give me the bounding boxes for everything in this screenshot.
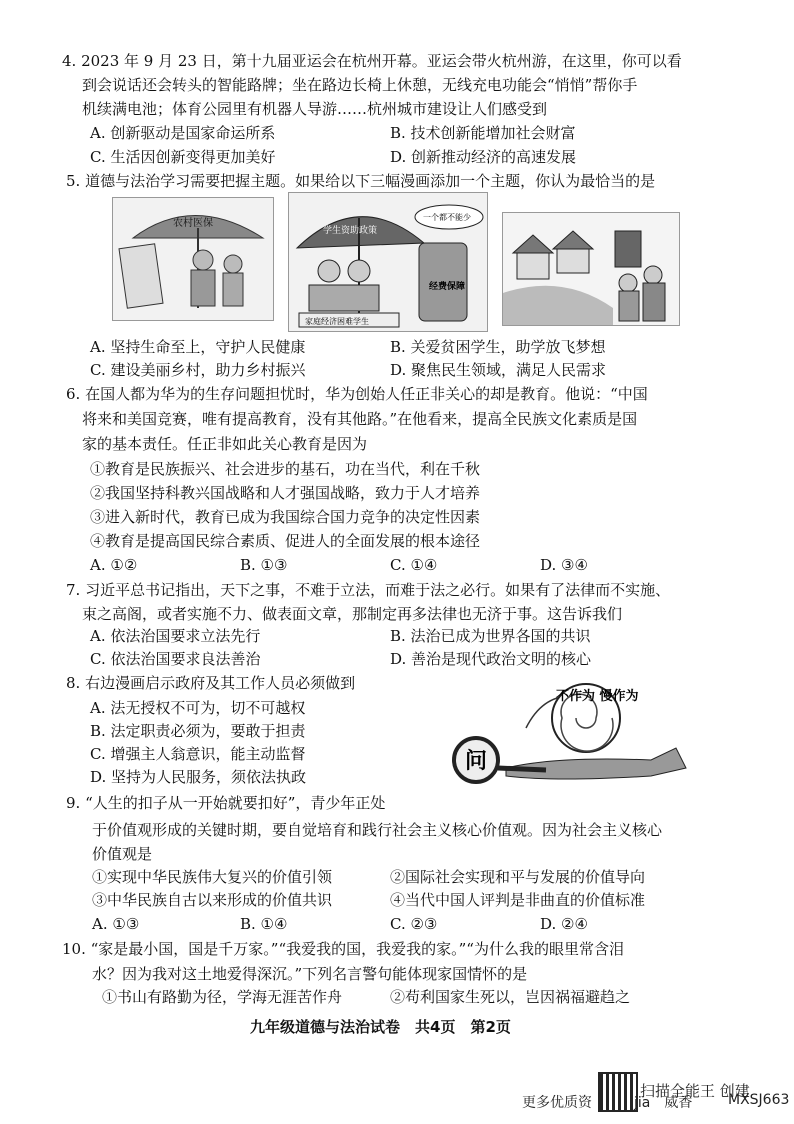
comic2-sign: 经费保障 bbox=[429, 282, 466, 292]
q6-option-d: D. ③④ bbox=[540, 556, 588, 574]
q5-option-c: C. 建设美丽乡村，助力乡村振兴 bbox=[90, 361, 306, 379]
comic2-bubble: 一个都不能少 bbox=[423, 213, 471, 222]
q8-option-a: A. 法无授权不可为，切不可越权 bbox=[90, 699, 306, 717]
q9-option-a: A. ①③ bbox=[92, 915, 140, 933]
q5-option-a: A. 坚持生命至上，守护人民健康 bbox=[90, 338, 306, 356]
comic2-umbrella-label: 学生资助政策 bbox=[323, 226, 378, 236]
q9-option-c: C. ②③ bbox=[390, 915, 438, 933]
q8-option-d: D. 坚持为人民服务，须依法执政 bbox=[90, 768, 307, 786]
scanner-footer-left: 更多优质资 bbox=[522, 1095, 592, 1111]
q9-stem-line-2: 于价值观形成的关键时期，要自觉培育和践行社会主义核心价值观。因为社会主义核心 bbox=[92, 821, 663, 839]
q9-statement-1: ①实现中华民族伟大复兴的价值引领 bbox=[92, 868, 333, 886]
q4-stem-line-1: 4. 2023 年 9 月 23 日，第十九届亚运会在杭州开幕。亚运会带火杭州游，在这里，你可以看 bbox=[62, 52, 682, 70]
q4-option-a: A. 创新驱动是国家命运所系 bbox=[90, 124, 276, 142]
q10-statement-2: ②苟利国家生死以，岂因祸福避趋之 bbox=[390, 988, 631, 1006]
q4-option-d: D. 创新推动经济的高速发展 bbox=[390, 148, 577, 166]
q4-option-c: C. 生活因创新变得更加美好 bbox=[90, 148, 276, 166]
q7-option-a: A. 依法治国要求立法先行 bbox=[90, 627, 261, 645]
magnifier-text: 问 bbox=[465, 748, 488, 774]
q9-option-b: B. ①④ bbox=[240, 915, 288, 933]
comic1-label: 农村医保 bbox=[173, 218, 213, 229]
q7-option-d: D. 善治是现代政治文明的核心 bbox=[390, 650, 592, 668]
q5-comic-rural-village bbox=[502, 212, 680, 326]
q6-statement-4: ④教育是提高国民综合素质、促进人的全面发展的根本途径 bbox=[90, 532, 481, 550]
q9-option-d: D. ②④ bbox=[540, 915, 588, 933]
q4-stem-line-3: 机续满电池；体育公园里有机器人导游……杭州城市建设让人们感受到 bbox=[82, 100, 548, 118]
q10-stem-line-2: 水？因为我对这土地爱得深沉。”下列名言警句能体现家国情怀的是 bbox=[92, 965, 528, 983]
q9-stem-line-1: 9. “人生的扣子从一开始就要扣好”，青少年正处 bbox=[66, 794, 386, 812]
q6-stem-line-2: 将来和美国竞赛，唯有提高教育，没有其他路。”在他看来，提高全民族文化素质是国 bbox=[82, 410, 638, 428]
q5-comic-student-aid bbox=[288, 192, 488, 332]
q8-option-b: B. 法定职责必须为，要敢于担责 bbox=[90, 722, 306, 740]
q8-option-c: C. 增强主人翁意识，能主动监督 bbox=[90, 745, 306, 763]
q6-option-a: A. ①② bbox=[90, 556, 138, 574]
comic-snail-text: 不作为 慢作为 bbox=[556, 689, 639, 704]
q9-statement-4: ④当代中国人评判是非曲直的价值标准 bbox=[390, 891, 646, 909]
q5-comic-medical-insurance bbox=[112, 197, 274, 321]
q10-stem-line-1: 10. “家是最小国，国是千万家。”“我爱我的国，我爱我的家。”“为什么我的眼里常含泪 bbox=[62, 940, 624, 958]
q8-comic-snail bbox=[436, 668, 688, 792]
q5-option-d: D. 聚焦民生领域，满足人民需求 bbox=[390, 361, 607, 379]
q8-stem: 8. 右边漫画启示政府及其工作人员必须做到 bbox=[66, 674, 356, 692]
q6-statement-2: ②我国坚持科教兴国战略和人才强国战略，致力于人才培养 bbox=[90, 484, 481, 502]
q9-statement-2: ②国际社会实现和平与发展的价值导向 bbox=[390, 868, 646, 886]
q6-stem-line-1: 6. 在国人都为华为的生存问题担忧时，华为创始人任正非关心的却是教育。他说：“中国 bbox=[66, 385, 648, 403]
q6-statement-1: ①教育是民族振兴、社会进步的基石，功在当代，利在千秋 bbox=[90, 460, 481, 478]
scanner-watermark-title: 扫描全能王 创建 bbox=[640, 1082, 750, 1100]
q6-option-b: B. ①③ bbox=[240, 556, 288, 574]
q6-stem-line-3: 家的基本责任。任正非如此关心教育是因为 bbox=[82, 435, 368, 453]
q9-stem-line-3: 价值观是 bbox=[92, 845, 153, 863]
comic2-base-label: 家庭经济困难学生 bbox=[305, 317, 369, 326]
q4-option-b: B. 技术创新能增加社会财富 bbox=[390, 124, 576, 142]
qr-code-icon bbox=[598, 1072, 638, 1112]
q5-stem: 5. 道德与法治学习需要把握主题。如果给以下三幅漫画添加一个主题，你认为最恰当的是 bbox=[66, 172, 656, 190]
q10-statement-1: ①书山有路勤为径，学海无涯苦作舟 bbox=[102, 988, 343, 1006]
scanner-footer-right: MXSJ663 bbox=[728, 1092, 790, 1108]
scanner-footer-mid: jia 威香 bbox=[634, 1095, 693, 1111]
page-footer: 九年级道德与法治试卷 共4页 第2页 bbox=[250, 1018, 511, 1036]
q7-stem-line-1: 7. 习近平总书记指出，天下之事，不难于立法，而难于法之必行。如果有了法律而不实施、 bbox=[66, 581, 671, 599]
q6-option-c: C. ①④ bbox=[390, 556, 438, 574]
q7-option-b: B. 法治已成为世界各国的共识 bbox=[390, 627, 591, 645]
q6-statement-3: ③进入新时代，教育已成为我国综合国力竞争的决定性因素 bbox=[90, 508, 481, 526]
q7-stem-line-2: 束之高阁，或者实施不力、做表面文章，那制定再多法律也无济于事。这告诉我们 bbox=[82, 605, 623, 623]
q5-option-b: B. 关爱贫困学生，助学放飞梦想 bbox=[390, 338, 606, 356]
q9-statement-3: ③中华民族自古以来形成的价值共识 bbox=[92, 891, 333, 909]
q4-stem-line-2: 到会说话还会转头的智能路牌；坐在路边长椅上休憩，无线充电功能会“悄悄”帮你手 bbox=[82, 76, 638, 94]
q7-option-c: C. 依法治国要求良法善治 bbox=[90, 650, 261, 668]
